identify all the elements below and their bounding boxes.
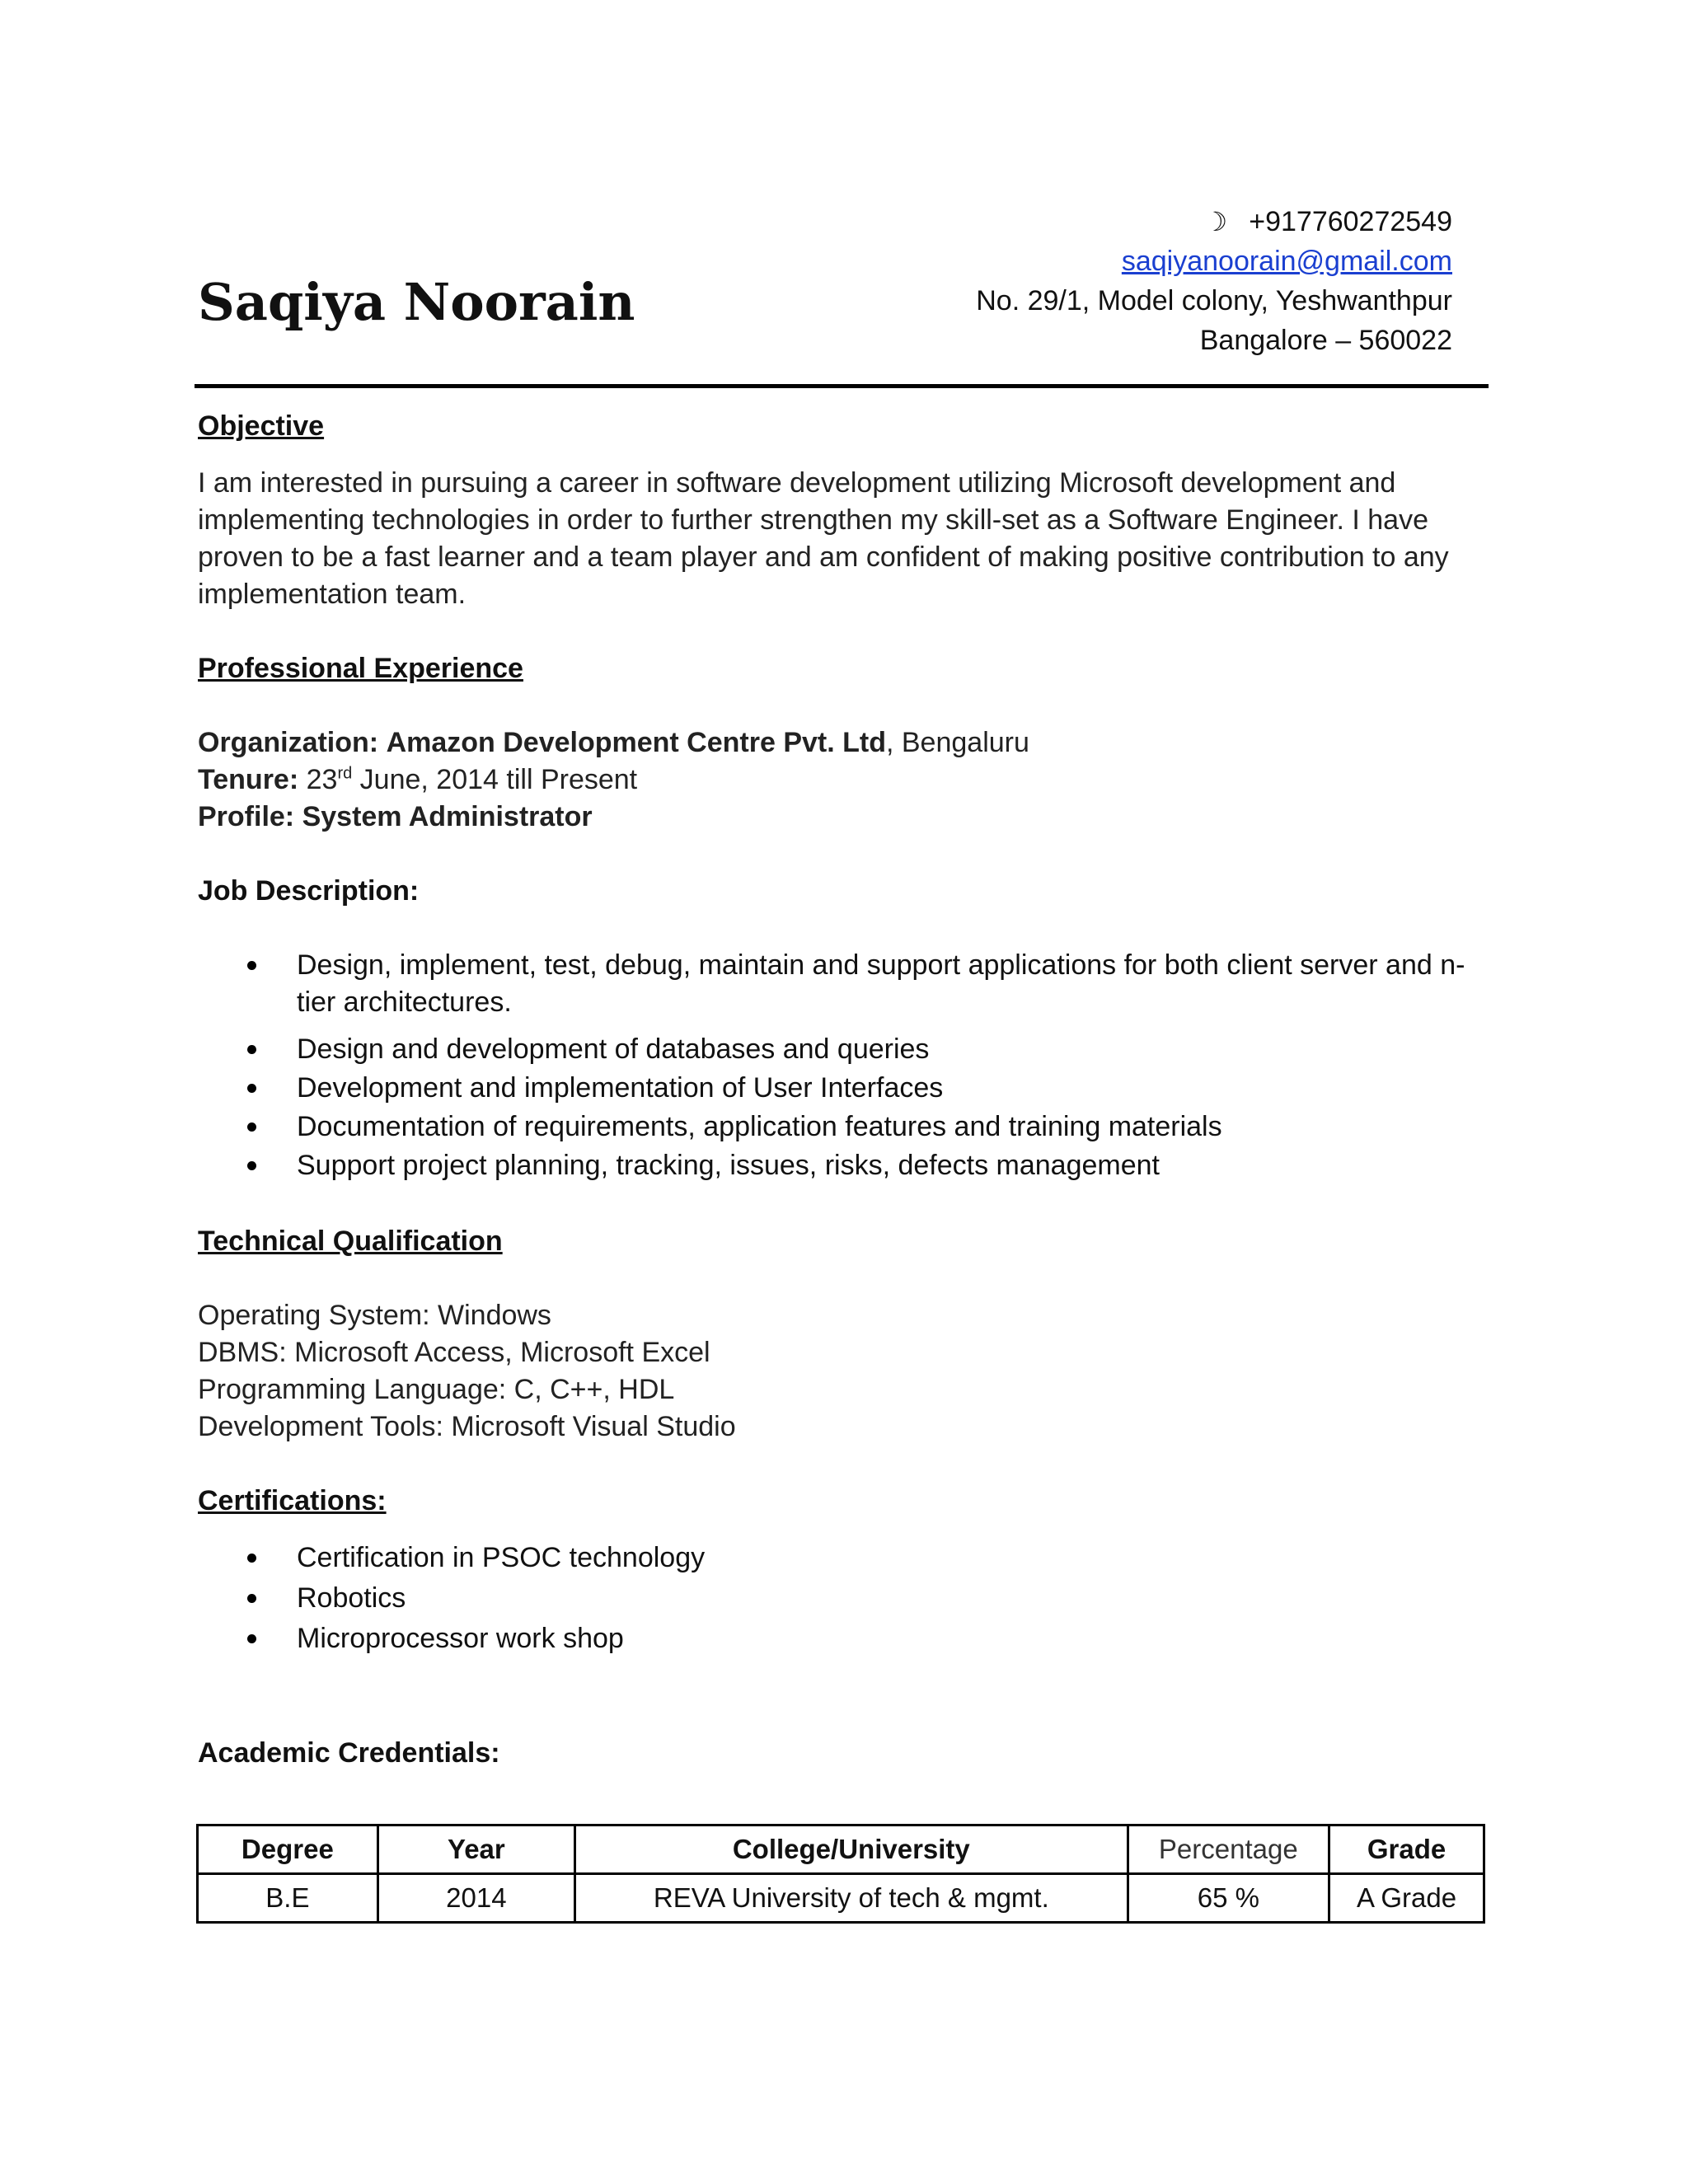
objective-text: I am interested in pursuing a career in software development utilizing Microsoft development and implementing technologies in order to further strengthen my skill-set as a Software Engineer. I have proven to be a fast learner and a team player and am confident of making positive contribution to any implementation team.: [198, 467, 1449, 610]
technical-line: Operating System: Windows: [198, 1300, 551, 1331]
list-item: Certification in PSOC technology: [198, 1540, 1492, 1577]
phone-row: [976, 202, 1452, 241]
table-header-row: [198, 1825, 1484, 1874]
profile-label: Profile:: [198, 801, 295, 832]
list-item: Documentation of requirements, application features and training materials: [198, 1108, 1492, 1146]
address-line-1: No. 29/1, Model colony, Yeshwanthpur: [976, 285, 1452, 316]
table-cell: B.E: [198, 1874, 378, 1923]
table-cell: 2014: [377, 1874, 574, 1923]
header-divider: [195, 384, 1489, 388]
table-cell: 65 %: [1128, 1874, 1329, 1923]
academic-table: [196, 1824, 1485, 1924]
table-row: [198, 1874, 1484, 1923]
column-header-degree: Degree: [198, 1825, 378, 1874]
table-cell: REVA University of tech & mgmt.: [575, 1874, 1128, 1923]
tenure-suffix: rd: [337, 764, 353, 783]
column-header-year: Year: [377, 1825, 574, 1874]
list-item: Design, implement, test, debug, maintain and support applications for both client server and n-tier architectures.: [198, 947, 1492, 1021]
list-item: Robotics: [198, 1580, 1492, 1617]
list-item: Microprocessor work shop: [198, 1620, 1492, 1657]
tenure-label: Tenure:: [198, 764, 299, 795]
certifications-heading: Certifications:: [198, 1485, 387, 1516]
contact-block: [976, 202, 1452, 360]
address-line-2: Bangalore – 560022: [1199, 325, 1452, 356]
technical-line: DBMS: Microsoft Access, Microsoft Excel: [198, 1337, 710, 1368]
organization-label: Organization:: [198, 727, 379, 758]
tenure-line: [198, 762, 1492, 799]
resume-body: [198, 408, 1492, 1772]
table-cell: A Grade: [1329, 1874, 1484, 1923]
tenure-rest: June, 2014 till Present: [352, 764, 638, 795]
academic-heading: Academic Credentials:: [198, 1737, 500, 1769]
email-link[interactable]: saqiyanoorain@gmail.com: [1121, 246, 1452, 277]
phone-number: +917760272549: [1249, 206, 1452, 237]
email-row: [976, 241, 1452, 281]
profile-line: [198, 799, 1492, 836]
profile-value: System Administrator: [302, 801, 593, 832]
list-item: Design and development of databases and queries: [198, 1031, 1492, 1068]
column-header-percentage: Percentage: [1128, 1825, 1329, 1874]
organization-name: Amazon Development Centre Pvt. Ltd: [386, 727, 886, 758]
objective-heading: Objective: [198, 410, 325, 442]
tenure-day: 23: [306, 764, 338, 795]
organization-line: [198, 724, 1492, 762]
job-description-heading: Job Description:: [198, 875, 420, 907]
experience-heading: Professional Experience: [198, 653, 523, 684]
organization-location: , Bengaluru: [885, 727, 1029, 758]
phone-icon: ☽: [1203, 207, 1228, 237]
certifications-list: [198, 1540, 1492, 1657]
candidate-name: Saqiya Noorain: [198, 272, 635, 332]
technical-heading: Technical Qualification: [198, 1226, 503, 1257]
job-description-list: [198, 947, 1492, 1184]
column-header-grade: Grade: [1329, 1825, 1484, 1874]
technical-line: Development Tools: Microsoft Visual Studio: [198, 1411, 736, 1442]
list-item: Development and implementation of User Interfaces: [198, 1070, 1492, 1107]
column-header-college: College/University: [575, 1825, 1128, 1874]
technical-line: Programming Language: C, C++, HDL: [198, 1374, 675, 1405]
list-item: Support project planning, tracking, issues, risks, defects management: [198, 1147, 1492, 1184]
